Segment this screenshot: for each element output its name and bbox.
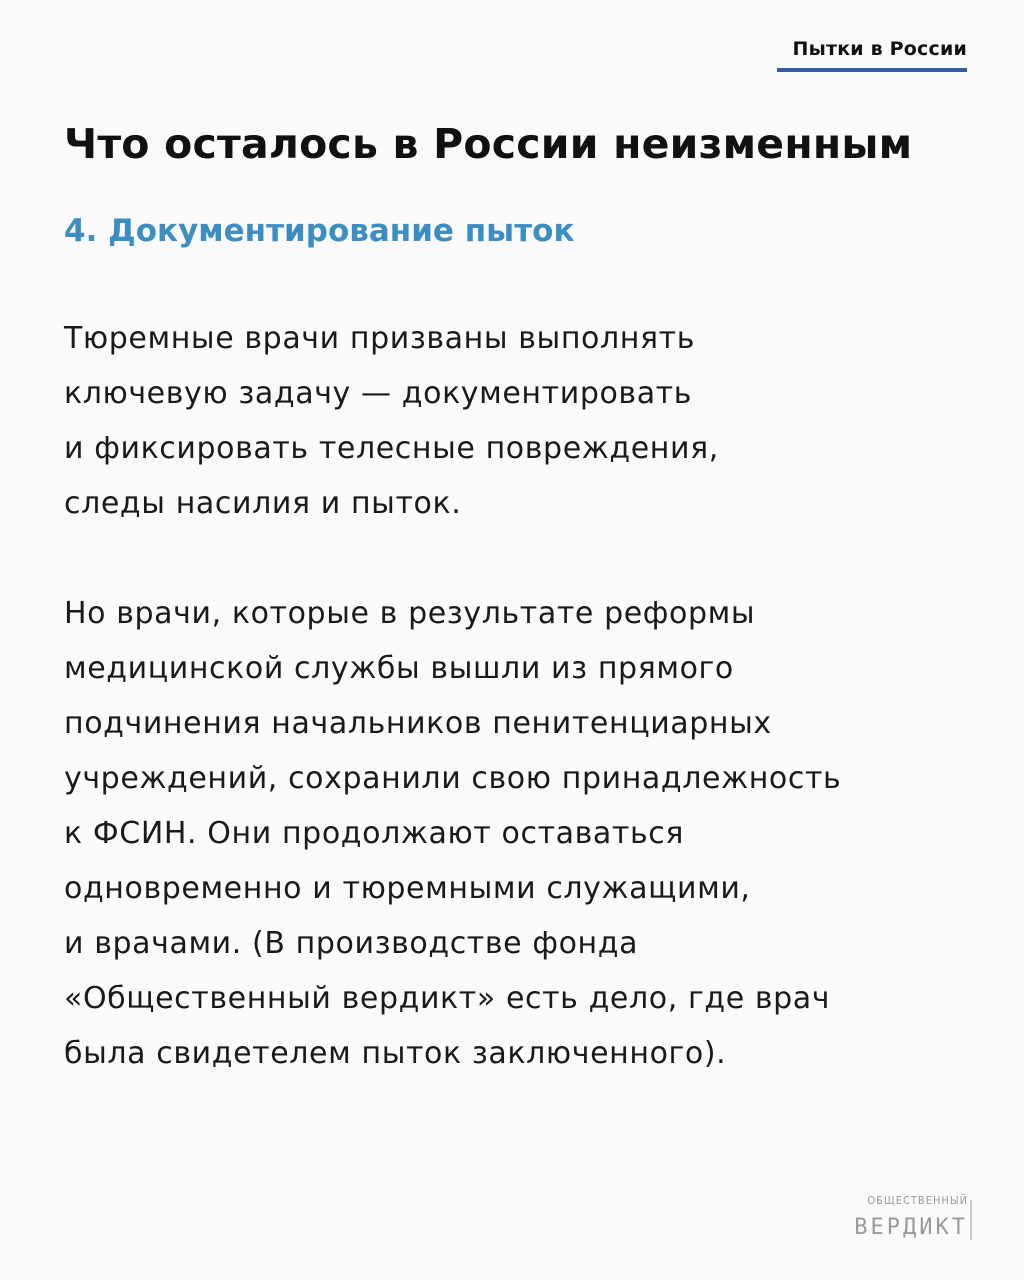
topic-tag-label: Пытки в России <box>792 38 967 60</box>
paragraph-line: была свидетелем пыток заключенного). <box>64 1036 727 1071</box>
paragraph-line: Но врачи, которые в результате реформы <box>64 596 756 631</box>
topic-tag <box>777 38 967 72</box>
paragraph-1 <box>64 311 984 531</box>
paragraph-line: одновременно и тюремными служащими, <box>64 871 751 906</box>
section-heading: 4. Документирование пыток <box>64 213 575 249</box>
page-title: Что осталось в России неизменным <box>64 120 913 168</box>
brand-logo <box>854 1194 972 1240</box>
paragraph-line: следы насилия и пыток. <box>64 486 462 521</box>
paragraph-2 <box>64 586 984 1081</box>
paragraph-line: учреждений, сохранили свою принадлежность <box>64 761 842 796</box>
topic-underline <box>777 68 967 72</box>
paragraph-line: к ФСИН. Они продолжают оставаться <box>64 816 684 851</box>
paragraph-line: и фиксировать телесные повреждения, <box>64 431 719 466</box>
logo-top-text: ОБЩЕСТВЕННЫЙ <box>867 1194 968 1207</box>
paragraph-line: медицинской службы вышли из прямого <box>64 651 734 686</box>
paragraph-line: и врачами. (В производстве фонда <box>64 926 639 961</box>
paragraph-line: «Общественный вердикт» есть дело, где врач <box>64 981 831 1016</box>
logo-frame <box>970 1200 972 1240</box>
paragraph-line: ключевую задачу — документировать <box>64 376 693 411</box>
logo-bottom-text: ВЕРДИКТ <box>854 1215 968 1240</box>
paragraph-line: подчинения начальников пенитенциарных <box>64 706 772 741</box>
paragraph-line: Тюремные врачи призваны выполнять <box>64 321 696 356</box>
